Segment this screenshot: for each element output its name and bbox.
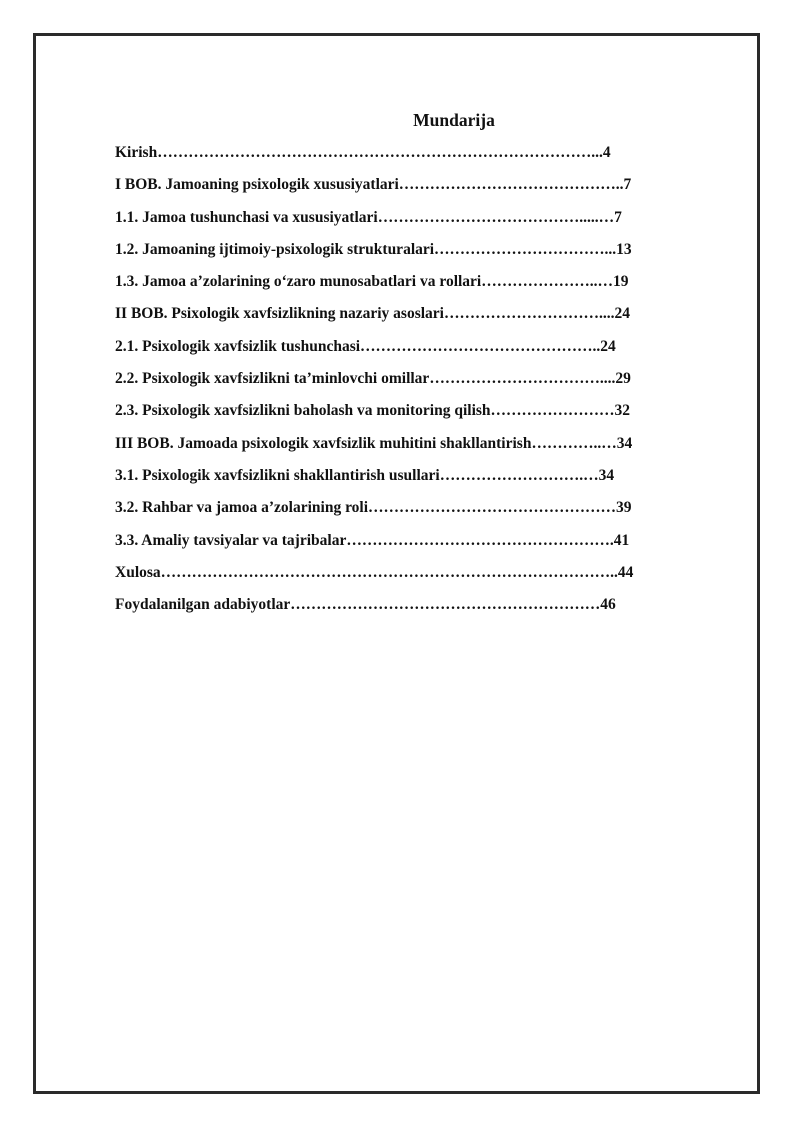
- toc-entry-references: Foydalanilgan adabiyotlar……………………………………………………46: [115, 596, 616, 614]
- toc-entry-introduction: Kirish…………………………………………………………………………...4: [115, 144, 611, 161]
- toc-entry-section-2-2: 2.2. Psixologik xavfsizlikni ta’minlovchi omillar……………………………....29: [115, 370, 631, 388]
- toc-entry-section-3-1: 3.1. Psixologik xavfsizlikni shakllantirish usullari……………………….…34: [115, 466, 615, 484]
- toc-entry-section-1-3: 1.3. Jamoa a’zolarining o‘zaro munosabatlari va rollari…………………..…19: [115, 273, 629, 291]
- toc-entry-chapter-1: I BOB. Jamoaning psixologik xususiyatlari……………………………………..7: [115, 176, 632, 194]
- toc-entry-section-2-1: 2.1. Psixologik xavfsizlik tushunchasi………………………………………..24: [115, 337, 616, 355]
- toc-entry-chapter-3: III BOB. Jamoada psixologik xavfsizlik muhitini shakllantirish…………..…34: [115, 434, 633, 452]
- toc-entry-section-1-1: 1.1. Jamoa tushunchasi va xususiyatlari………………………………….....…7: [115, 208, 622, 226]
- toc-entry-section-2-3: 2.3. Psixologik xavfsizlikni baholash va monitoring qilish……………………32: [115, 402, 631, 420]
- toc-entry-section-3-3: 3.3. Amaliy tavsiyalar va tajribalar…………………………………………….41: [115, 531, 630, 549]
- toc-title: Mundarija: [413, 110, 495, 130]
- toc-entry-conclusion: Xulosa……………………………………………………………………………..44: [115, 563, 634, 581]
- toc-entry-section-3-2: 3.2. Rahbar va jamoa a’zolarining roli…………………………………………39: [115, 499, 632, 517]
- toc-entry-section-1-2: 1.2. Jamoaning ijtimoiy-psixologik strukturalari……………………………...13: [115, 240, 632, 258]
- toc-entry-chapter-2: II BOB. Psixologik xavfsizlikning nazariy asoslari…………………………....24: [115, 305, 630, 323]
- table-of-contents: [115, 140, 745, 624]
